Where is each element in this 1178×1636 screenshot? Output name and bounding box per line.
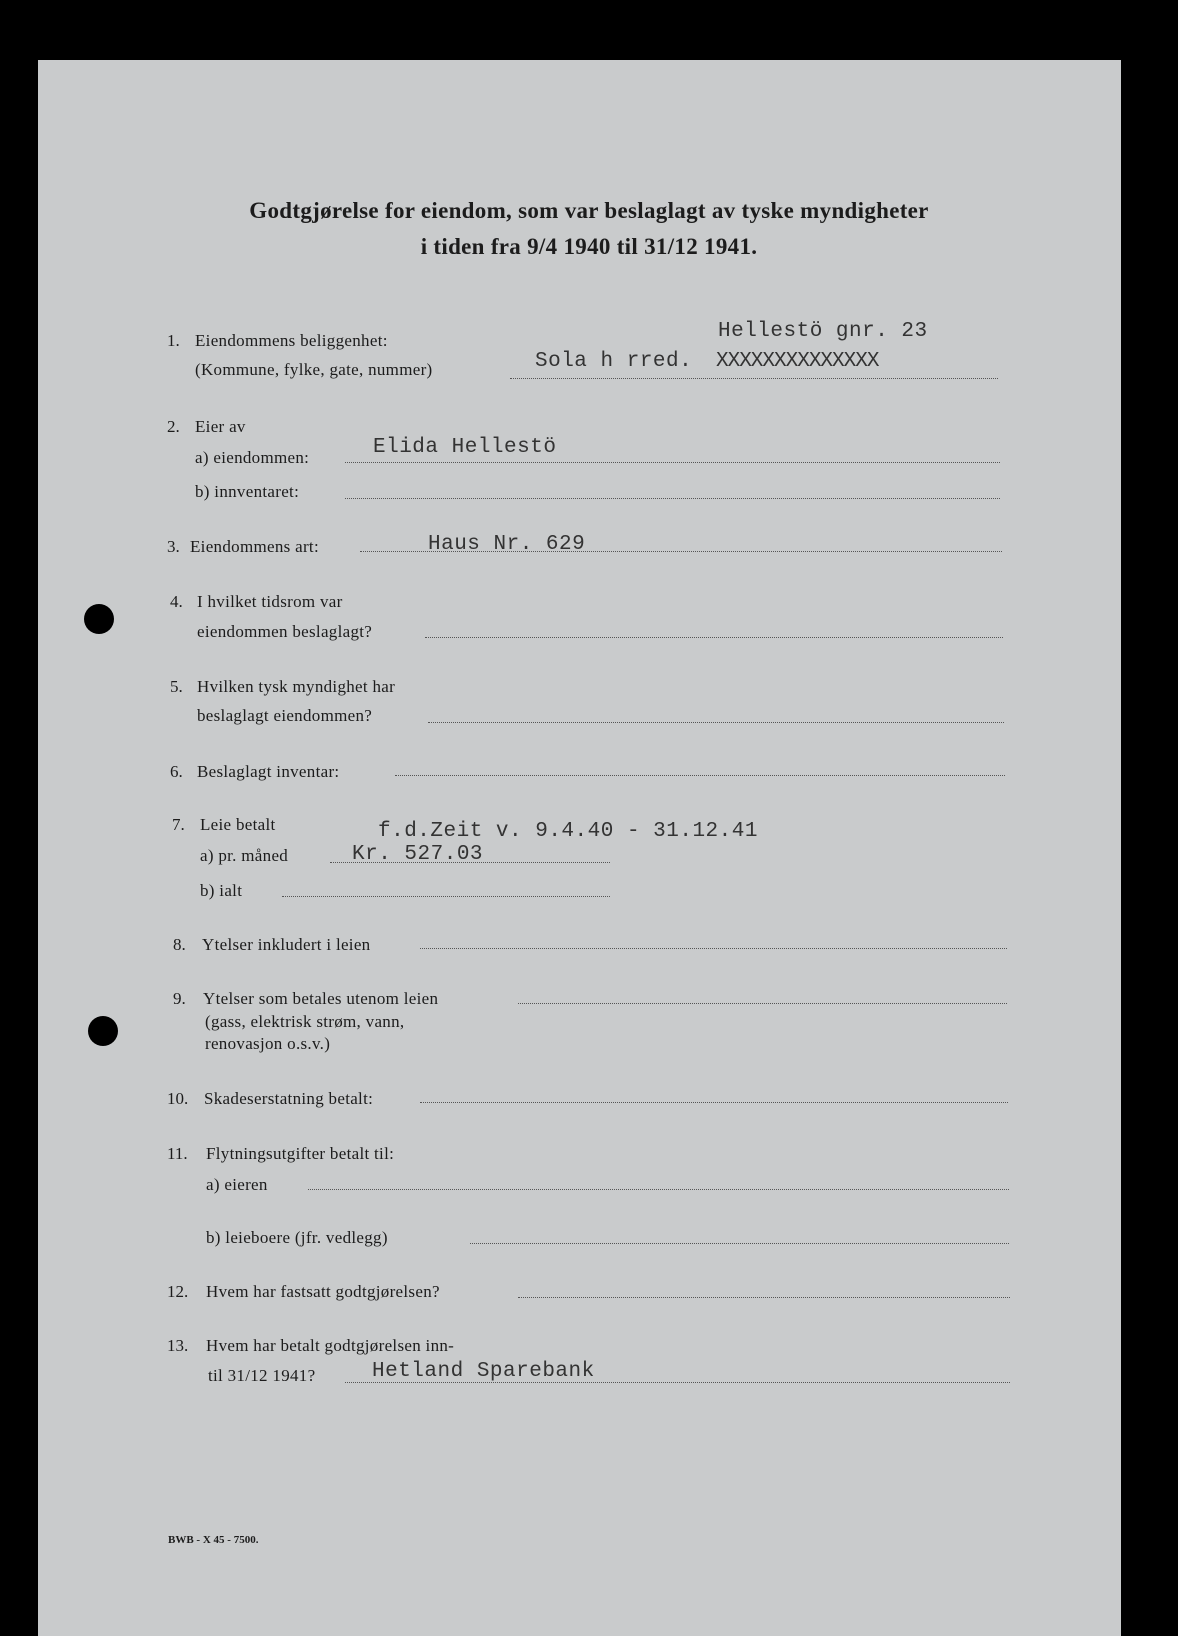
rent-label: Leie betalt <box>200 815 276 834</box>
authority-label: Hvilken tysk myndighet har <box>197 677 396 696</box>
rent-monthly-field[interactable] <box>330 862 610 863</box>
moving-owner-label: a) eieren <box>206 1175 268 1194</box>
rent-monthly-label: a) pr. måned <box>200 846 289 865</box>
item-number: 7. <box>172 815 185 834</box>
item-number: 4. <box>170 592 183 611</box>
item-number: 8. <box>173 935 186 954</box>
rent-total-field[interactable] <box>282 896 610 897</box>
location-sublabel: (Kommune, fylke, gate, nummer) <box>195 360 433 379</box>
paid-by-field[interactable] <box>345 1382 1010 1383</box>
included-services-field[interactable] <box>420 948 1007 949</box>
item-number: 11. <box>167 1144 188 1163</box>
property-type-value: Haus Nr. 629 <box>428 533 586 556</box>
period-label: I hvilket tidsrom var <box>197 592 343 611</box>
moving-tenants-field[interactable] <box>470 1243 1009 1244</box>
paid-by-sublabel: til 31/12 1941? <box>208 1366 316 1385</box>
location-value-municipality: Sola h rred. <box>535 350 693 373</box>
extra-services-sublabel: renovasjon o.s.v.) <box>205 1034 331 1053</box>
owner-property-value: Elida Hellestö <box>373 436 557 459</box>
extra-services-field[interactable] <box>518 1003 1007 1004</box>
punch-hole <box>84 604 114 634</box>
punch-hole <box>88 1016 118 1046</box>
item-number: 2. <box>167 417 180 436</box>
owner-inventory-field[interactable] <box>345 498 1000 499</box>
period-field[interactable] <box>425 637 1003 638</box>
damages-field[interactable] <box>420 1102 1008 1103</box>
rent-monthly-value: Kr. 527.03 <box>352 843 484 866</box>
item-number: 13. <box>167 1336 189 1355</box>
form-code: BWB - X 45 - 7500. <box>168 1534 259 1546</box>
item-number: 12. <box>167 1282 189 1301</box>
form-title-line1: Godtgjørelse for eiendom, som var beslaglagt av tyske myndigheter <box>249 198 929 223</box>
moving-tenants-label: b) leieboere (jfr. vedlegg) <box>206 1228 388 1247</box>
paid-by-label: Hvem har betalt godtgjørelsen inn- <box>206 1336 455 1355</box>
set-by-label: Hvem har fastsatt godtgjørelsen? <box>206 1282 440 1301</box>
included-services-label: Ytelser inkludert i leien <box>202 935 371 954</box>
location-value-line1: Hellestö gnr. 23 <box>718 320 928 343</box>
location-value-struck: XXXXXXXXXXXXXX <box>716 350 879 373</box>
seized-inventory-field[interactable] <box>395 775 1005 776</box>
damages-label: Skadeserstatning betalt: <box>204 1089 374 1108</box>
property-type-field[interactable] <box>360 551 1002 552</box>
extra-services-label: Ytelser som betales utenom leien <box>203 989 439 1008</box>
item-number: 5. <box>170 677 183 696</box>
form-title-line2: i tiden fra 9/4 1940 til 31/12 1941. <box>420 234 758 259</box>
rent-period-note: f.d.Zeit v. 9.4.40 - 31.12.41 <box>378 820 758 843</box>
authority-field[interactable] <box>428 722 1004 723</box>
period-sublabel: eiendommen beslaglagt? <box>197 622 373 641</box>
item-number: 1. <box>167 331 180 350</box>
seized-inventory-label: Beslaglagt inventar: <box>197 762 340 781</box>
location-label: Eiendommens beliggenhet: <box>195 331 388 350</box>
owner-inventory-label: b) innventaret: <box>195 482 300 501</box>
property-type-label: Eiendommens art: <box>190 537 319 556</box>
location-field[interactable] <box>510 378 998 379</box>
moving-costs-label: Flytningsutgifter betalt til: <box>206 1144 395 1163</box>
authority-sublabel: beslaglagt eiendommen? <box>197 706 373 725</box>
extra-services-sublabel: (gass, elektrisk strøm, vann, <box>205 1012 405 1031</box>
item-number: 3. <box>167 537 180 556</box>
item-number: 6. <box>170 762 183 781</box>
rent-total-label: b) ialt <box>200 881 243 900</box>
item-number: 9. <box>173 989 186 1008</box>
moving-owner-field[interactable] <box>308 1189 1009 1190</box>
item-number: 10. <box>167 1089 189 1108</box>
owner-property-field[interactable] <box>345 462 1000 463</box>
owner-label: Eier av <box>195 417 246 436</box>
paid-by-value: Hetland Sparebank <box>372 1360 595 1383</box>
owner-property-label: a) eiendommen: <box>195 448 310 467</box>
set-by-field[interactable] <box>518 1297 1010 1298</box>
